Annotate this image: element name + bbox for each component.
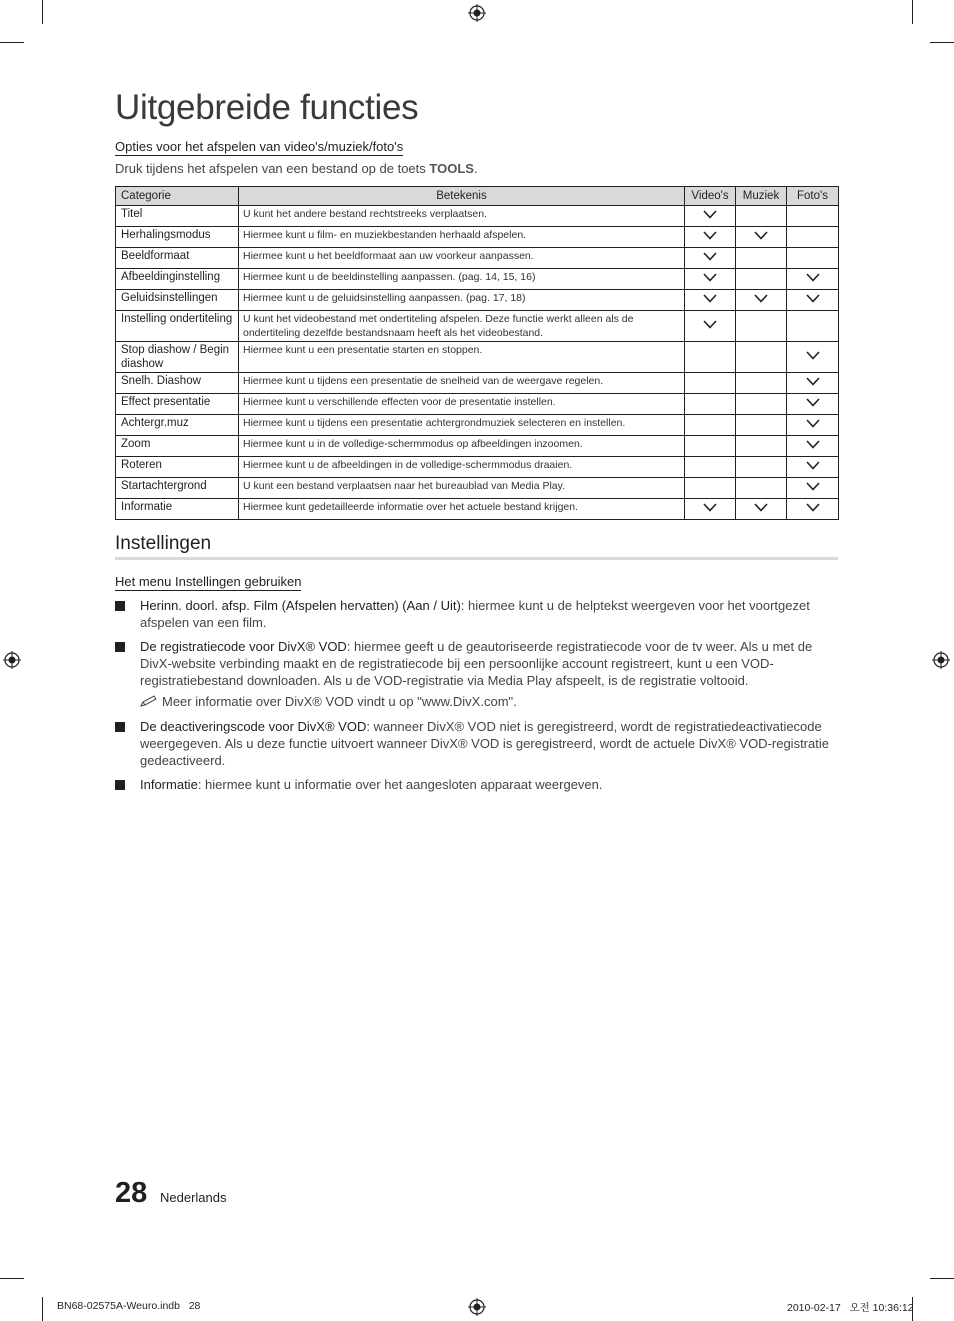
cell-categorie: Titel [116,206,239,227]
bullet-text: : hiermee kunt u de helptekst weergeven voor het voortgezet afspelen van een film. [140,598,810,630]
cell-categorie: Startachtergrond [116,478,239,499]
cell-support [787,499,839,520]
cell-categorie: Afbeeldinginstelling [116,269,239,290]
cell-support [736,342,787,373]
print-timestamp: 2010-02-17 오전 10:36:12 [787,1302,914,1314]
cell-betekenis: Hiermee kunt u tijdens een presentatie de snelheid van de weergave regelen. [239,373,685,394]
cell-support [736,290,787,311]
pencil-note-icon [140,695,162,710]
cell-support [736,311,787,342]
check-icon [703,273,717,282]
cell-support [736,227,787,248]
cell-support [685,415,736,436]
cell-support [685,373,736,394]
check-icon [703,294,717,303]
cell-betekenis: Hiermee kunt u een presentatie starten en stoppen. [239,342,685,373]
square-bullet-icon [115,642,125,652]
table-row [116,415,839,436]
table-row [116,342,839,373]
table-row [116,436,839,457]
header-betekenis: Betekenis [239,187,685,206]
cell-support [736,394,787,415]
cell-support [685,311,736,342]
language-label: Nederlands [160,1190,227,1205]
check-icon [806,440,820,449]
cell-support [787,394,839,415]
cell-categorie: Instelling ondertiteling [116,311,239,342]
crop-mark [0,1278,24,1279]
cell-support [736,248,787,269]
bullet-term: Informatie [140,777,198,792]
check-icon [806,273,820,282]
options-table [115,186,839,520]
crop-mark [930,1278,954,1279]
list-item [115,776,838,793]
header-muziek: Muziek [736,187,787,206]
cell-support [787,373,839,394]
bullet-text: : wanneer DivX® VOD niet is geregistreerd, wordt de registratiedeactivatiecode weergegeven. Als u deze functie uitvoert wanneer DivX® VOD is geregistreerd, wordt de actuele DivX® VOD-registratie gedeactiveerd. [140,719,829,768]
header-fotos: Foto's [787,187,839,206]
cell-support [787,227,839,248]
intro-text-body: Druk tijdens het afspelen van een bestand op de toets [115,161,430,176]
cell-support [685,206,736,227]
crop-mark [42,1297,43,1321]
table-row [116,499,839,520]
cell-betekenis: Hiermee kunt gedetailleerde informatie over het actuele bestand krijgen. [239,499,685,520]
cell-categorie: Herhalingsmodus [116,227,239,248]
cell-support [685,457,736,478]
cell-support [685,342,736,373]
registration-mark-icon [468,4,486,22]
cell-support [736,499,787,520]
list-item [115,597,838,631]
crop-mark [930,42,954,43]
bullet-term: Herinn. doorl. afsp. Film (Afspelen hervatten) (Aan / Uit) [140,598,461,613]
cell-support [736,269,787,290]
cell-betekenis: U kunt het andere bestand rechtstreeks verplaatsen. [239,206,685,227]
cell-categorie: Zoom [116,436,239,457]
crop-mark [912,0,913,24]
cell-support [736,206,787,227]
cell-support [736,478,787,499]
check-icon [806,351,820,360]
registration-mark-icon [468,1298,486,1316]
check-icon [754,294,768,303]
table-subheading: Opties voor het afspelen van video's/muziek/foto's [115,139,404,154]
registration-mark-icon [932,651,950,669]
list-item [115,638,838,689]
divx-note [140,694,517,710]
cell-betekenis: Hiermee kunt u in de volledige-schermmodus op afbeeldingen inzoomen. [239,436,685,457]
cell-support [736,373,787,394]
cell-support [685,394,736,415]
check-icon [703,252,717,261]
bullet-term: De registratiecode voor DivX® VOD [140,639,347,654]
cell-categorie: Beeldformaat [116,248,239,269]
tools-key-label: TOOLS [429,161,474,176]
file-info: BN68-02575A-Weuro.indb 28 [57,1300,201,1312]
cell-categorie: Roteren [116,457,239,478]
cell-support [685,290,736,311]
check-icon [754,503,768,512]
cell-betekenis: Hiermee kunt u tijdens een presentatie achtergrondmuziek selecteren en instellen. [239,415,685,436]
cell-support [787,415,839,436]
table-row [116,248,839,269]
cell-support [787,290,839,311]
square-bullet-icon [115,780,125,790]
table-row [116,457,839,478]
table-row [116,290,839,311]
crop-mark [0,42,24,43]
table-row [116,478,839,499]
cell-betekenis: Hiermee kunt u verschillende effecten voor de presentatie instellen. [239,394,685,415]
check-icon [806,398,820,407]
check-icon [806,482,820,491]
check-icon [703,210,717,219]
bullet-text: : hiermee kunt u informatie over het aangesloten apparaat weergeven. [197,777,603,792]
header-videos: Video's [685,187,736,206]
cell-support [685,269,736,290]
cell-betekenis: U kunt het videobestand met ondertiteling afspelen. Deze functie werkt alleen als de ondertiteling dezelfde bestandsnaam heeft als het videobestand. [239,311,685,342]
table-header-row [116,187,839,206]
cell-support [685,478,736,499]
check-icon [806,294,820,303]
page-title: Uitgebreide functies [115,88,419,127]
cell-support [685,436,736,457]
cell-support [736,436,787,457]
note-text: Meer informatie over DivX® VOD vindt u op "www.DivX.com". [162,694,517,709]
intro-text [115,161,478,176]
header-categorie: Categorie [116,187,239,206]
cell-betekenis: Hiermee kunt u de beeldinstelling aanpassen. (pag. 14, 15, 16) [239,269,685,290]
table-row [116,269,839,290]
cell-support [736,457,787,478]
cell-categorie: Stop diashow / Begin diashow [116,342,239,373]
cell-support [787,342,839,373]
cell-support [685,227,736,248]
cell-support [787,457,839,478]
check-icon [806,419,820,428]
settings-heading: Instellingen [115,533,838,560]
table-row [116,311,839,342]
intro-text-end: . [473,161,478,176]
check-icon [806,377,820,386]
cell-betekenis: U kunt een bestand verplaatsen naar het bureaublad van Media Play. [239,478,685,499]
page-number: 28 [115,1177,148,1209]
cell-support [787,269,839,290]
table-row [116,206,839,227]
table-row [116,394,839,415]
cell-support [787,478,839,499]
cell-categorie: Informatie [116,499,239,520]
cell-categorie: Achtergr.muz [116,415,239,436]
cell-support [685,499,736,520]
check-icon [754,231,768,240]
cell-betekenis: Hiermee kunt u de afbeeldingen in de volledige-schermmodus draaien. [239,457,685,478]
check-icon [806,461,820,470]
cell-support [787,311,839,342]
cell-categorie: Snelh. Diashow [116,373,239,394]
settings-subheading: Het menu Instellingen gebruiken [115,574,302,589]
check-icon [806,503,820,512]
cell-support [736,415,787,436]
cell-categorie: Geluidsinstellingen [116,290,239,311]
cell-support [787,206,839,227]
cell-support [685,248,736,269]
crop-mark [42,0,43,24]
cell-betekenis: Hiermee kunt u het beeldformaat aan uw voorkeur aanpassen. [239,248,685,269]
cell-betekenis: Hiermee kunt u film- en muziekbestanden herhaald afspelen. [239,227,685,248]
cell-support [787,436,839,457]
registration-mark-icon [3,651,21,669]
table-row [116,227,839,248]
cell-betekenis: Hiermee kunt u de geluidsinstelling aanpassen. (pag. 17, 18) [239,290,685,311]
square-bullet-icon [115,601,125,611]
cell-categorie: Effect presentatie [116,394,239,415]
check-icon [703,503,717,512]
bullet-text: : hiermee geeft u de geautoriseerde registratiecode voor de tv weer. Als u met de DivX-website verbinding maakt en de registratiecode bij een persoonlijke account registreert, kunt u een VOD-registratiebestand downloaden. Als u de VOD-registratie via Media Play afspeelt, is de registratie voltooid. [140,639,813,688]
cell-support [787,248,839,269]
check-icon [703,320,717,329]
square-bullet-icon [115,722,125,732]
check-icon [703,231,717,240]
list-item [115,718,838,769]
bullet-term: De deactiveringscode voor DivX® VOD [140,719,367,734]
table-row [116,373,839,394]
